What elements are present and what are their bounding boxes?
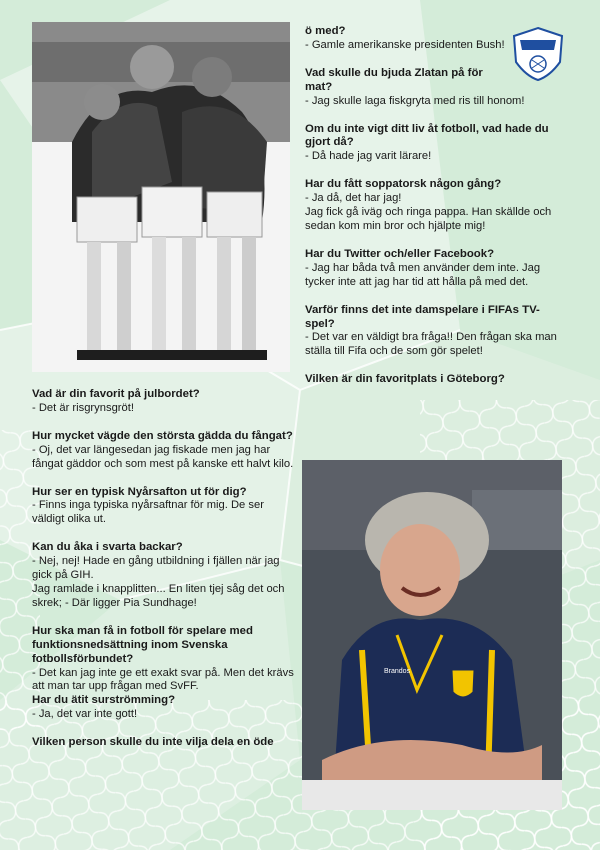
qa-item	[32, 541, 297, 611]
question: Vilken är din favoritplats i Göteborg?	[305, 373, 505, 386]
answer: - Jag skulle laga fiskgryta med ris till honom!	[305, 94, 525, 107]
interview-column-right	[305, 25, 557, 387]
question: Hur ska man få in fotboll för spelare med funktionsnedsättning inom Svenska fotbollsförbundet?	[32, 624, 253, 665]
club-logo	[510, 26, 566, 82]
question: Hur mycket vägde den största gädda du fångat?	[32, 429, 293, 442]
question: Har du ätit surströmming?	[32, 694, 176, 707]
qa-item	[305, 373, 563, 387]
question: Har du Twitter och/eller Facebook?	[305, 247, 495, 260]
qa-item	[32, 430, 297, 472]
question: Vad är din favorit på julbordet?	[32, 388, 200, 400]
answer: - Det är risgrynsgröt!	[32, 401, 134, 414]
coach-portrait-photo	[302, 460, 562, 810]
answer: - Jag har båda två men använder dem inte. Jag tycker inte att jag har tid att hålla på med det.	[305, 261, 541, 288]
question: Har du fått soppatorsk någon gång?	[305, 178, 502, 191]
qa-item	[32, 736, 297, 750]
jersey-brand-label: Brandos	[384, 668, 411, 675]
question: ö med?	[305, 25, 346, 37]
qa-item	[32, 694, 297, 722]
qa-item	[32, 388, 297, 416]
qa-item	[305, 304, 563, 360]
answer: - Det var en väldigt bra fråga!! Den frågan ska man ställa till Fifa och de som gör spelet!	[305, 331, 557, 358]
qa-item	[305, 248, 563, 290]
answer: - Ja, det var inte gott!	[32, 708, 138, 721]
qa-item	[305, 25, 505, 53]
answer: - Oj, det var längesedan jag fiskade men jag har fångat gäddor och som mest på kanske ett halvt kilo.	[32, 443, 294, 470]
answer: - Nej, nej! Hade en gång utbildning i fjällen när jag gick på GIH. Jag ramlade i knapplitten... En liten tjej såg det och skrek; - Där ligger Pia Sundhage!	[32, 555, 285, 609]
answer: - Ja då, det har jag! Jag fick gå iväg och ringa pappa. Han skällde och sedan kom min bror och hjälpte mig!	[305, 192, 552, 232]
qa-item	[305, 123, 563, 165]
answer: - Gamle amerikanske presidenten Bush!	[305, 38, 505, 51]
qa-item	[305, 178, 563, 234]
question: Om du inte vigt ditt liv åt fotboll, vad hade du gjort då?	[305, 122, 549, 149]
team-celebration-photo	[32, 22, 290, 372]
interview-column-left	[32, 388, 297, 750]
qa-item	[32, 486, 297, 528]
question: Vad skulle du bjuda Zlatan på för mat?	[305, 66, 483, 93]
question: Hur ser en typisk Nyårsafton ut för dig?	[32, 485, 247, 498]
qa-item	[305, 66, 525, 109]
answer: - Finns inga typiska nyårsaftnar för mig. De ser väldigt olika ut.	[32, 499, 264, 526]
question: Kan du åka i svarta backar?	[32, 541, 183, 554]
answer: - Då hade jag varit lärare!	[305, 150, 432, 163]
qa-item	[32, 625, 297, 695]
answer: - Det kan jag inte ge ett exakt svar på. Men det krävs att man tar upp frågan med SvFF.	[32, 666, 294, 693]
question: Varför finns det inte damspelare i FIFAs TV-spel?	[305, 303, 540, 330]
question: Vilken person skulle du inte vilja dela en öde	[32, 736, 274, 749]
